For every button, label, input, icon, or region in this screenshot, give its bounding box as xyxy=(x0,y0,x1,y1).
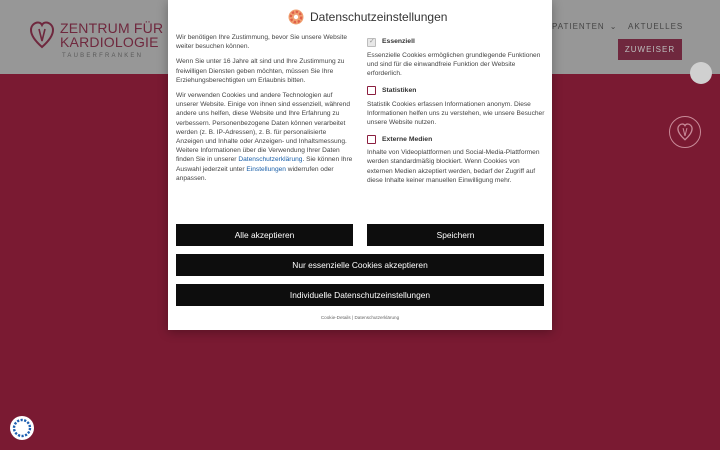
footer-separator: | xyxy=(350,315,355,320)
scroll-indicator[interactable] xyxy=(690,62,712,84)
cookie-details-link[interactable]: Cookie-Details xyxy=(320,315,351,320)
statistiken-checkbox[interactable] xyxy=(367,86,376,95)
privacy-settings-dialog xyxy=(168,0,552,330)
individual-settings-button[interactable]: Individuelle Datenschutzeinstellungen xyxy=(176,284,544,306)
footer-privacy-link[interactable]: Datenschutzerklärung xyxy=(354,315,400,320)
cookie-categories xyxy=(367,36,547,191)
intro-paragraph-3 xyxy=(176,91,354,183)
privacy-policy-link[interactable]: Datenschutzerklärung xyxy=(238,156,303,164)
privacy-wreath-icon xyxy=(11,417,33,439)
nav-item-label: PATIENTEN xyxy=(552,22,605,31)
privacy-settings-icon[interactable] xyxy=(10,416,34,440)
intro-paragraph-2: Wenn Sie unter 16 Jahre alt sind und Ihre Zustimmung zu freiwilligen Diensten geben möchten, müssen Sie Ihre Erziehungsberechtigten um Erlaubnis bitten. xyxy=(176,58,345,84)
category-title: Essenziell xyxy=(382,38,415,46)
category-description: Inhalte von Videoplattformen und Social-Media-Plattformen werden standardmäßig blockiert. Wenn Cookies von externen Medien akzeptiert werden, bedarf der Zugriff auf diese Inhalte keiner manuellen Einwilligung mehr. xyxy=(367,149,540,184)
category-description: Essenzielle Cookies ermöglichen grundlegende Funktionen und sind für die einwandfreie Funktion der Website erforderlich. xyxy=(367,52,541,78)
category-statistiken xyxy=(367,85,547,128)
externe-medien-checkbox[interactable] xyxy=(367,135,376,144)
body-text: Wir verwenden Cookies und andere Technologien auf unserer Website. Einige von ihnen sind essenziell, während andere uns helfen, diese Website und Ihre Erfahrung zu verbessern. Personenbezogene Daten können verarbeitet werden (z. B. IP-Adressen), z. B. für personalisierte Anzeigen und Inhalte oder Anzeigen- und Inhaltsmessung. Weitere Informationen über die Verwendung Ihrer Daten finden Sie in unserer xyxy=(176,92,350,164)
category-header xyxy=(367,36,547,48)
dialog-intro-text xyxy=(176,33,354,189)
essenziell-checkbox xyxy=(367,38,376,47)
logo-subtitle: TAUBERFRANKEN xyxy=(62,53,144,59)
settings-link[interactable]: Einstellungen xyxy=(246,165,286,173)
category-header xyxy=(367,133,547,145)
side-heart-icon[interactable] xyxy=(669,116,701,148)
category-header xyxy=(367,85,547,97)
zuweiser-button[interactable]: ZUWEISER xyxy=(618,39,682,60)
category-title[interactable]: Statistiken xyxy=(382,87,417,94)
category-description: Statistik Cookies erfassen Informationen anonym. Diese Informationen helfen uns zu verstehen, wie unsere Besucher unsere Website nutzen. xyxy=(367,100,545,127)
heart-outline-icon xyxy=(677,123,693,141)
intro-paragraph-1: Wir benötigen Ihre Zustimmung, bevor Sie unsere Website weiter besuchen können. xyxy=(176,34,348,51)
accept-all-button[interactable]: Alle akzeptieren xyxy=(176,224,353,246)
category-essenziell xyxy=(367,36,547,79)
category-externe-medien xyxy=(367,133,547,185)
body-text-3: widerrufen oder anpassen. xyxy=(176,165,334,182)
dialog-header xyxy=(168,8,552,28)
save-button[interactable]: Speichern xyxy=(367,224,544,246)
logo-text-line2: KARDIOLOGIE xyxy=(60,34,159,50)
category-title[interactable]: Externe Medien xyxy=(382,135,433,143)
dialog-footer-links xyxy=(168,315,552,320)
body-text-2: . Sie können Ihre Auswahl jederzeit unter xyxy=(176,156,353,173)
nav-item-aktuelles[interactable]: AKTUELLES xyxy=(628,22,684,31)
chevron-down-icon: ⌄ xyxy=(609,22,618,31)
dialog-title: Datenschutzeinstellungen xyxy=(310,10,448,24)
logo-text-line1: ZENTRUM FÜR xyxy=(60,20,164,36)
accept-essential-only-button[interactable]: Nur essenzielle Cookies akzeptieren xyxy=(176,254,544,276)
cookie-logo-icon xyxy=(288,9,304,25)
